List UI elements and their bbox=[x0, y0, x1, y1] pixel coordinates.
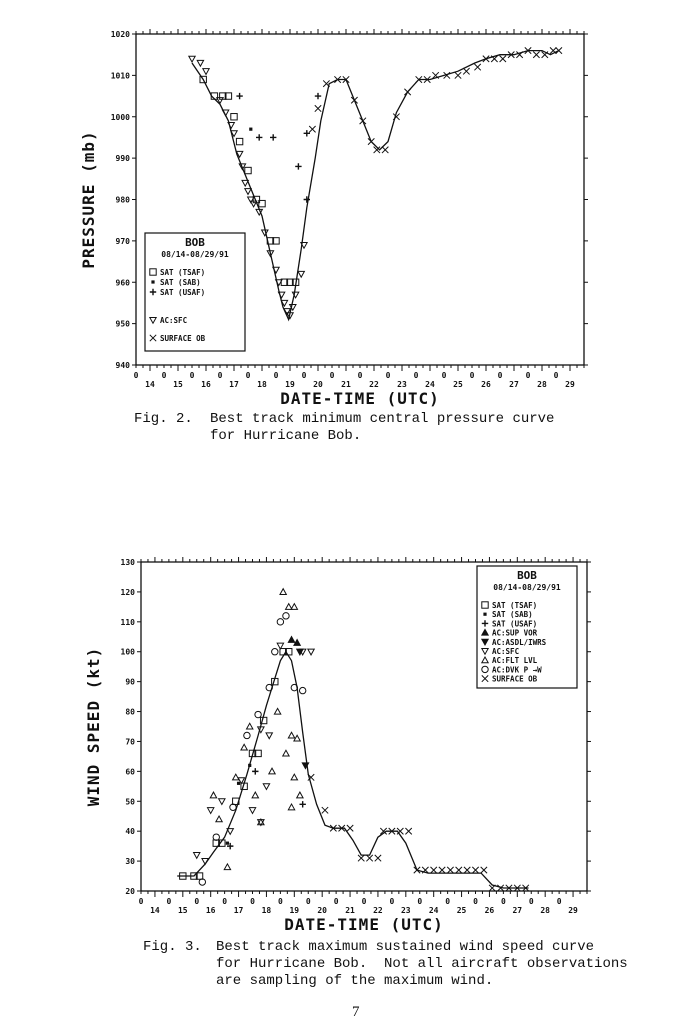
data-point bbox=[456, 867, 462, 873]
x-subtick-label: 0 bbox=[500, 897, 506, 906]
x-subtick-label: 0 bbox=[417, 897, 423, 906]
x-subtick-label: 0 bbox=[161, 371, 167, 380]
legend-label: SAT (USAF) bbox=[492, 619, 538, 629]
series-ac-flt-lvl bbox=[210, 589, 303, 870]
data-point bbox=[315, 93, 321, 99]
y-tick-label: 1020 bbox=[110, 30, 130, 39]
legend-label: AC:DVK P →W bbox=[492, 665, 542, 675]
data-point bbox=[283, 613, 289, 619]
data-point bbox=[500, 56, 506, 62]
data-point bbox=[405, 828, 411, 834]
data-point bbox=[224, 864, 230, 870]
best-track-line bbox=[177, 652, 528, 888]
data-point bbox=[242, 180, 248, 186]
x-tick-label: 27 bbox=[509, 380, 519, 389]
legend-title: BOB bbox=[185, 236, 205, 249]
x-tick-label: 21 bbox=[341, 380, 351, 389]
x-tick-label: 22 bbox=[369, 380, 379, 389]
series-ac-dvk-p-w bbox=[199, 613, 306, 886]
data-point bbox=[298, 271, 304, 277]
data-point bbox=[288, 732, 294, 738]
data-point bbox=[291, 604, 297, 610]
legend bbox=[145, 233, 245, 351]
data-point bbox=[274, 708, 280, 714]
data-point bbox=[241, 744, 247, 750]
data-point bbox=[236, 138, 242, 144]
x-tick-label: 20 bbox=[317, 906, 328, 915]
y-tick-label: 50 bbox=[125, 797, 135, 807]
series-best-track bbox=[192, 51, 559, 320]
x-axis-title: DATE-TIME (UTC) bbox=[280, 389, 440, 408]
x-tick-label: 15 bbox=[177, 906, 188, 915]
best-track-line bbox=[192, 51, 559, 320]
x-tick-label: 29 bbox=[568, 906, 578, 915]
legend-marker bbox=[483, 613, 486, 616]
x-tick-label: 14 bbox=[145, 380, 155, 389]
data-point bbox=[210, 792, 216, 798]
wind-speed-chart bbox=[0, 540, 694, 940]
x-subtick-label: 0 bbox=[273, 371, 279, 380]
x-subtick-label: 0 bbox=[133, 371, 139, 380]
x-tick-label: 22 bbox=[373, 906, 383, 915]
pressure-chart-svg bbox=[0, 0, 694, 420]
legend-label: SURFACE OB bbox=[160, 334, 206, 343]
x-tick-label: 24 bbox=[428, 906, 439, 915]
data-point bbox=[203, 69, 209, 75]
legend-dates: 08/14-08/29/91 bbox=[161, 250, 229, 259]
data-point bbox=[533, 51, 539, 57]
x-tick-label: 20 bbox=[313, 380, 323, 389]
data-point bbox=[489, 885, 495, 891]
y-tick-label: 20 bbox=[125, 887, 135, 896]
data-point bbox=[207, 808, 213, 814]
y-axis-title: PRESSURE (mb) bbox=[79, 130, 98, 269]
data-point bbox=[222, 110, 228, 116]
x-tick-label: 23 bbox=[400, 906, 411, 915]
y-tick-label: 950 bbox=[115, 319, 130, 329]
figure-2-text: Best track minimum central pressure curve for Hurricane Bob. bbox=[210, 411, 555, 444]
series-surface-ob bbox=[308, 774, 529, 891]
data-point bbox=[288, 804, 294, 810]
page-number: 7 bbox=[352, 1004, 360, 1020]
data-point bbox=[347, 825, 353, 831]
y-tick-label: 940 bbox=[115, 361, 130, 370]
y-tick-label: 130 bbox=[120, 558, 135, 567]
data-point bbox=[430, 867, 436, 873]
data-point bbox=[269, 768, 275, 774]
series-best-track bbox=[177, 652, 528, 888]
x-tick-label: 28 bbox=[540, 906, 551, 915]
x-subtick-label: 0 bbox=[138, 897, 144, 906]
x-tick-label: 29 bbox=[565, 380, 575, 389]
legend-marker bbox=[151, 280, 154, 283]
x-subtick-label: 0 bbox=[473, 897, 478, 906]
data-point bbox=[295, 163, 301, 169]
wind-speed-chart-svg bbox=[0, 540, 694, 940]
legend-label: SAT (USAF) bbox=[160, 288, 206, 297]
data-point bbox=[481, 867, 487, 873]
figure-3-caption bbox=[143, 939, 663, 995]
x-subtick-label: 0 bbox=[329, 371, 335, 380]
x-subtick-label: 0 bbox=[222, 897, 228, 906]
legend-label: SURFACE OB bbox=[492, 674, 538, 684]
data-point bbox=[556, 47, 562, 53]
y-tick-label: 90 bbox=[125, 677, 135, 687]
data-point bbox=[304, 130, 310, 136]
data-point bbox=[283, 750, 289, 756]
legend-label: AC:SFC bbox=[492, 647, 520, 656]
y-tick-label: 1000 bbox=[110, 112, 130, 122]
data-point bbox=[245, 167, 251, 173]
x-tick-labels bbox=[134, 371, 575, 389]
legend-title: BOB bbox=[517, 569, 537, 582]
y-tick-label: 40 bbox=[125, 827, 135, 837]
x-tick-label: 27 bbox=[512, 906, 523, 915]
data-point bbox=[219, 799, 225, 805]
data-point bbox=[194, 853, 200, 859]
x-tick-label: 24 bbox=[425, 380, 435, 389]
x-subtick-label: 0 bbox=[525, 371, 531, 380]
x-tick-label: 25 bbox=[456, 906, 467, 915]
x-subtick-label: 0 bbox=[357, 371, 363, 380]
legend-label: SAT (TSAF) bbox=[492, 601, 538, 610]
x-tick-label: 19 bbox=[289, 906, 300, 915]
y-tick-label: 100 bbox=[120, 647, 135, 657]
data-point bbox=[272, 649, 278, 655]
data-point bbox=[351, 97, 357, 103]
x-tick-label: 17 bbox=[233, 906, 244, 915]
x-subtick-label: 0 bbox=[445, 897, 451, 906]
legend-label: AC:SUP VOR bbox=[492, 628, 538, 638]
x-tick-label: 19 bbox=[285, 380, 295, 389]
x-tick-label: 23 bbox=[397, 380, 407, 389]
data-point bbox=[252, 768, 258, 774]
x-subtick-label: 0 bbox=[245, 371, 251, 380]
data-point bbox=[447, 867, 453, 873]
figure-3-text: Best track maximum sustained wind speed curve for Hurricane Bob. Not all aircraft observations are sampling of the maximum wind. bbox=[216, 939, 628, 989]
x-subtick-label: 0 bbox=[385, 371, 391, 380]
data-point bbox=[270, 134, 276, 140]
x-tick-label: 16 bbox=[201, 380, 211, 389]
data-point bbox=[226, 842, 229, 845]
series-ac-sup-vor bbox=[288, 637, 300, 646]
data-point bbox=[463, 68, 469, 74]
x-subtick-label: 0 bbox=[497, 371, 503, 380]
x-axis-title: DATE-TIME (UTC) bbox=[284, 915, 444, 934]
data-point bbox=[439, 867, 445, 873]
x-tick-label: 26 bbox=[481, 380, 491, 389]
data-point bbox=[248, 764, 251, 767]
legend-dates: 08/14-08/29/91 bbox=[493, 583, 561, 592]
data-point bbox=[382, 147, 388, 153]
x-subtick-label: 0 bbox=[217, 371, 223, 380]
x-tick-labels bbox=[139, 897, 578, 915]
x-subtick-label: 0 bbox=[553, 371, 559, 380]
x-subtick-label: 0 bbox=[413, 371, 419, 380]
data-point bbox=[474, 64, 480, 70]
series-sat-usaf- bbox=[236, 93, 321, 203]
y-tick-label: 120 bbox=[120, 587, 135, 597]
data-point bbox=[256, 134, 262, 140]
data-point bbox=[216, 816, 222, 822]
y-tick-label: 980 bbox=[115, 195, 130, 205]
x-subtick-label: 0 bbox=[556, 897, 562, 906]
y-tick-label: 990 bbox=[115, 154, 130, 164]
series-ac-asdl-iwrs bbox=[297, 649, 309, 768]
y-tick-label: 1010 bbox=[110, 71, 130, 81]
data-point bbox=[197, 60, 203, 66]
figure-2-number: Fig. 2. bbox=[134, 411, 193, 427]
x-subtick-label: 0 bbox=[361, 897, 367, 906]
data-point bbox=[263, 784, 269, 790]
data-point bbox=[244, 732, 250, 738]
data-point bbox=[189, 56, 195, 62]
data-point bbox=[288, 637, 294, 643]
x-tick-label: 18 bbox=[261, 906, 272, 915]
x-tick-label: 14 bbox=[150, 906, 160, 915]
data-point bbox=[247, 723, 253, 729]
figure-2-caption bbox=[134, 411, 614, 451]
pressure-chart bbox=[0, 0, 694, 420]
data-point bbox=[227, 829, 233, 835]
data-point bbox=[231, 114, 237, 120]
series-sat-sab- bbox=[249, 128, 252, 131]
data-point bbox=[280, 589, 286, 595]
data-point bbox=[199, 879, 205, 885]
legend-label: SAT (SAB) bbox=[492, 610, 533, 620]
x-subtick-label: 0 bbox=[333, 897, 339, 906]
y-tick-label: 960 bbox=[115, 278, 130, 288]
legend-label: AC:SFC bbox=[160, 316, 188, 325]
x-tick-label: 18 bbox=[257, 380, 267, 389]
y-axis-title: WIND SPEED (kt) bbox=[84, 646, 103, 807]
y-tick-label: 80 bbox=[125, 707, 135, 717]
data-point bbox=[299, 801, 305, 807]
x-subtick-label: 0 bbox=[301, 371, 307, 380]
data-point bbox=[230, 804, 236, 810]
data-point bbox=[366, 855, 372, 861]
x-tick-label: 28 bbox=[537, 380, 547, 389]
data-point bbox=[308, 649, 314, 655]
x-subtick-label: 0 bbox=[189, 371, 195, 380]
data-point bbox=[315, 105, 321, 111]
data-point bbox=[299, 687, 305, 693]
series-sat-tsaf- bbox=[180, 649, 292, 880]
data-point bbox=[291, 774, 297, 780]
legend-label: SAT (SAB) bbox=[160, 278, 201, 287]
x-subtick-label: 0 bbox=[166, 897, 172, 906]
data-point bbox=[233, 774, 239, 780]
data-point bbox=[255, 711, 261, 717]
x-subtick-label: 0 bbox=[441, 371, 447, 380]
legend-label: SAT (TSAF) bbox=[160, 268, 206, 277]
data-point bbox=[358, 855, 364, 861]
data-point bbox=[404, 89, 410, 95]
data-point bbox=[322, 807, 328, 813]
x-subtick-label: 0 bbox=[194, 897, 200, 906]
y-tick-label: 60 bbox=[125, 767, 135, 777]
data-point bbox=[360, 118, 366, 124]
data-point bbox=[455, 72, 461, 78]
data-point bbox=[472, 867, 478, 873]
y-tick-label: 70 bbox=[125, 737, 135, 747]
data-point bbox=[464, 867, 470, 873]
y-tick-label: 970 bbox=[115, 236, 130, 246]
data-point bbox=[266, 733, 272, 739]
data-point bbox=[213, 834, 219, 840]
x-subtick-label: 0 bbox=[277, 897, 283, 906]
data-point bbox=[297, 792, 303, 798]
series-ac-sfc bbox=[194, 643, 315, 864]
y-tick-label: 110 bbox=[120, 617, 135, 627]
data-point bbox=[249, 128, 252, 131]
x-tick-label: 15 bbox=[173, 380, 183, 389]
data-point bbox=[249, 808, 255, 814]
data-point bbox=[368, 138, 374, 144]
x-tick-label: 25 bbox=[453, 380, 463, 389]
x-tick-label: 17 bbox=[229, 380, 239, 389]
data-point bbox=[252, 792, 258, 798]
data-point bbox=[309, 126, 315, 132]
data-point bbox=[236, 93, 242, 99]
x-subtick-label: 0 bbox=[250, 897, 255, 906]
legend-label: AC:FLT LVL bbox=[492, 656, 538, 666]
data-point bbox=[245, 189, 251, 195]
legend-label: AC:ASDL/IWRS bbox=[492, 637, 547, 647]
x-subtick-label: 0 bbox=[389, 897, 395, 906]
data-point bbox=[277, 619, 283, 625]
data-point bbox=[483, 56, 489, 62]
x-tick-label: 26 bbox=[484, 906, 495, 915]
series-surface-ob bbox=[309, 47, 562, 153]
figure-3-number: Fig. 3. bbox=[143, 939, 202, 955]
x-subtick-label: 0 bbox=[305, 897, 311, 906]
y-tick-label: 30 bbox=[125, 857, 135, 867]
x-tick-label: 21 bbox=[345, 906, 355, 915]
data-point bbox=[286, 604, 292, 610]
data-point bbox=[375, 855, 381, 861]
x-subtick-label: 0 bbox=[528, 897, 534, 906]
x-tick-label: 16 bbox=[205, 906, 216, 915]
x-subtick-label: 0 bbox=[469, 371, 475, 380]
data-point bbox=[237, 782, 240, 785]
legend bbox=[477, 566, 577, 688]
